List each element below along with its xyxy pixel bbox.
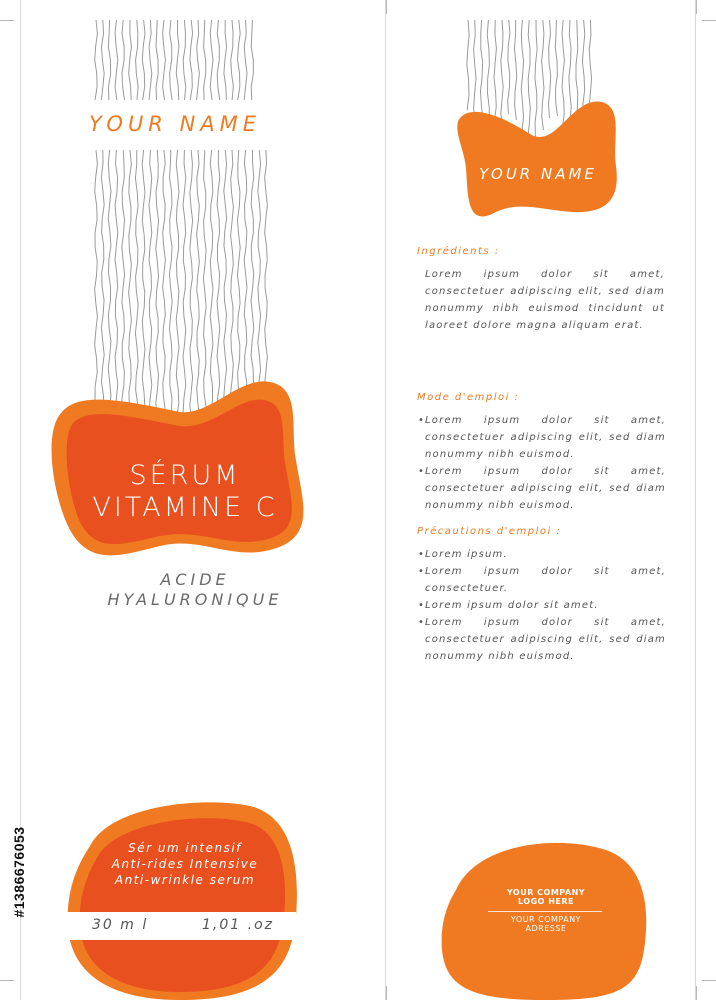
- company-address-line1: YOUR COMPANY: [510, 915, 582, 924]
- precautions-heading: Précautions d'emploi :: [417, 526, 562, 537]
- wavy-line: [251, 20, 253, 100]
- wavy-line: [204, 20, 206, 100]
- company-address: [466, 915, 626, 933]
- wavy-line: [197, 20, 200, 100]
- wavy-line: [203, 150, 206, 407]
- stock-id-label: [9, 752, 29, 992]
- wavy-line: [217, 20, 220, 100]
- ingredients-heading: Ingrédients :: [417, 246, 500, 257]
- company-address-line2: ADRESSE: [525, 924, 567, 933]
- wavy-line: [142, 20, 145, 100]
- front-bottom-blob: [60, 796, 300, 1000]
- front-brand-name: YOUR NAME: [88, 112, 262, 136]
- subtitle-line2: HYALURONIQUE: [107, 590, 283, 609]
- company-logo-line2: LOGO HERE: [517, 897, 575, 906]
- usage-heading: Mode d'emploi :: [417, 392, 520, 403]
- wavy-line: [136, 20, 139, 100]
- wavy-line: [156, 20, 158, 100]
- wavy-line: [224, 20, 227, 100]
- list-item: • Lorem ipsum dolor sit amet, consectetuer adipiscing elit, sed diam nonummy nibh euismod.: [418, 463, 666, 514]
- wavy-line: [163, 20, 166, 100]
- back-brand-name: YOUR NAME: [479, 165, 597, 183]
- list-item: • Lorem ipsum dolor sit amet.: [418, 597, 666, 614]
- wavy-line: [210, 20, 213, 100]
- wavy-line: [237, 150, 240, 401]
- wavy-line: [122, 20, 124, 100]
- wavy-line: [176, 20, 179, 100]
- product-title-line1: SÉRUM: [129, 460, 241, 491]
- volume-oz: 1,01 .oz: [202, 917, 274, 933]
- wavy-line: [149, 20, 152, 100]
- subtitle-line1: ACIDE: [160, 570, 230, 589]
- wavy-line: [244, 20, 247, 100]
- precautions-list: [418, 546, 666, 665]
- wavy-line: [170, 20, 173, 100]
- claim-line2: Anti-rides Intensive: [111, 857, 259, 871]
- front-claims: [90, 840, 280, 888]
- ingredients-text: Lorem ipsum dolor sit amet, consectetuer adipiscing elit, sed diam nonummy nibh euismod tincidunt ut laoreet dolore magna aliquam erat.: [425, 269, 665, 331]
- wavy-line: [231, 20, 234, 100]
- product-title: [60, 460, 310, 524]
- usage-list: [418, 412, 666, 514]
- claim-line3: Anti-wrinkle serum: [114, 873, 256, 887]
- list-item: • Lorem ipsum dolor sit amet, consectetuer adipiscing elit, sed diam nonummy nibh euismod.: [418, 412, 666, 463]
- wavy-line: [108, 20, 110, 100]
- stock-id-text: #1386676053: [11, 826, 27, 918]
- wavy-line: [183, 20, 186, 100]
- company-logo: [466, 888, 626, 906]
- wavy-line: [129, 150, 132, 406]
- claim-line1: Sér um intensif: [128, 841, 242, 855]
- volume-ml: 30 m l: [92, 917, 149, 933]
- wavy-line: [238, 20, 241, 100]
- back-orange-blob: [452, 96, 622, 220]
- company-divider: [488, 911, 602, 912]
- wavy-line: [115, 20, 118, 100]
- product-title-line2: VITAMINE C: [92, 492, 278, 523]
- list-item: • Lorem ipsum.: [418, 546, 666, 563]
- wavy-line: [190, 20, 193, 100]
- wavy-line: [95, 150, 98, 400]
- wavy-line: [129, 20, 132, 100]
- product-subtitle: [40, 570, 350, 610]
- list-item: • Lorem ipsum dolor sit amet, consectetuer.: [418, 563, 666, 597]
- volume-band: [66, 912, 296, 940]
- list-item: • Lorem ipsum dolor sit amet, consectetuer adipiscing elit, sed diam nonummy nibh euismod.: [418, 614, 666, 665]
- wavy-line: [95, 20, 98, 100]
- company-logo-line1: YOUR COMPANY: [506, 888, 586, 897]
- wavy-line: [101, 20, 104, 100]
